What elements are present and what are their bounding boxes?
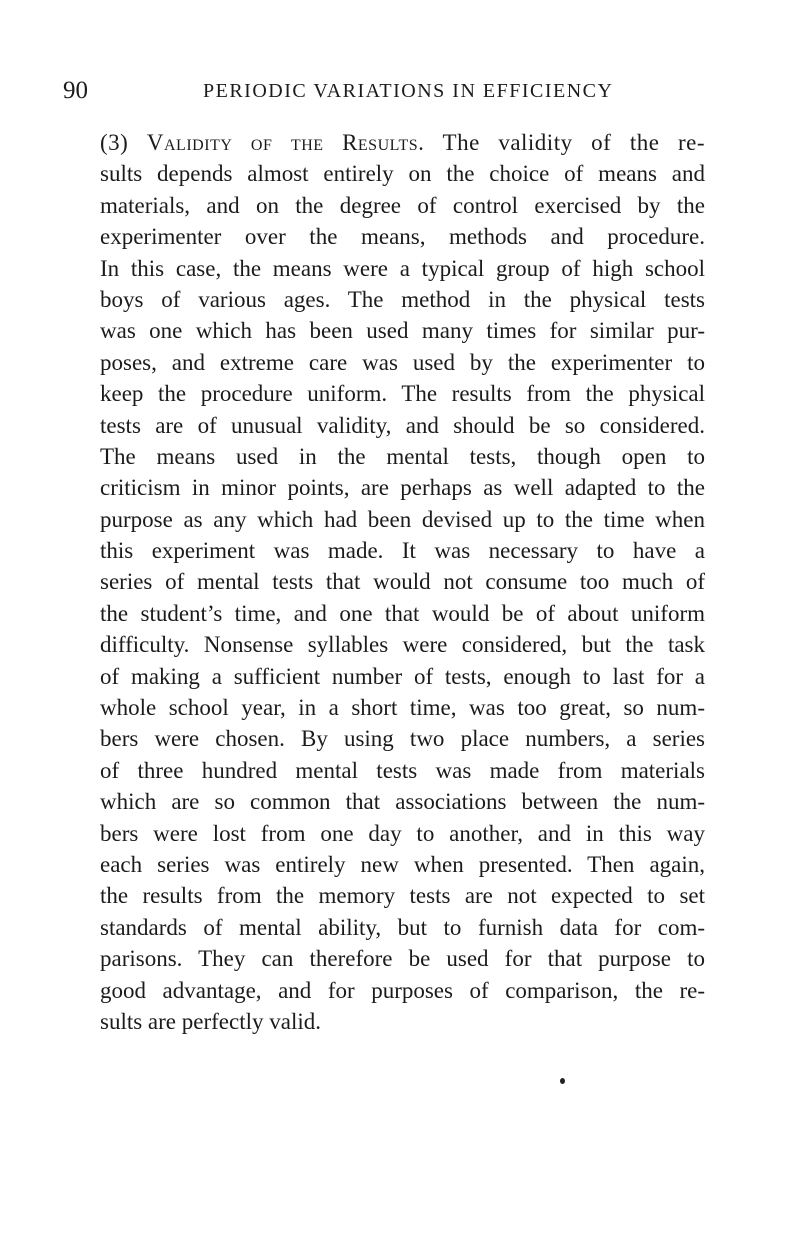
text-line: of three hundred mental tests was made from materials: [100, 757, 705, 783]
text-line: was one which has been used many times for similar pur-: [100, 318, 705, 344]
text-line: keep the procedure uniform. The results from the physical: [100, 381, 705, 407]
text-line: series of mental tests that would not consume too much of: [100, 569, 705, 595]
text-line: criticism in minor points, are perhaps as well adapted to the: [100, 475, 705, 501]
text-line: sults are perfectly valid.: [100, 1008, 321, 1034]
text-line: whole school year, in a short time, was too great, so num-: [100, 695, 705, 721]
text-line: bers were lost from one day to another, and in this way: [100, 820, 705, 846]
text-line: this experiment was made. It was necessary to have a: [100, 538, 705, 564]
text-line: bers were chosen. By using two place numbers, a series: [100, 726, 705, 752]
text-line: each series was entirely new when presented. Then again,: [100, 851, 705, 877]
text-line: In this case, the means were a typical group of high school: [100, 255, 705, 281]
ink-speck: [560, 1078, 565, 1084]
page-header: [63, 76, 683, 106]
text-line: experimenter over the means, methods and procedure.: [100, 224, 705, 250]
text-line: The means used in the mental tests, though open to: [100, 443, 705, 469]
text-line: boys of various ages. The method in the physical tests: [100, 286, 705, 312]
text-line: difficulty. Nonsense syllables were considered, but the task: [100, 632, 705, 658]
text-line: sults depends almost entirely on the choice of means and: [100, 161, 705, 187]
text-line: the student’s time, and one that would be of about uniform: [100, 600, 705, 626]
body-text: [100, 127, 705, 1037]
text-line: purpose as any which had been devised up to the time when: [100, 506, 705, 532]
text-line: which are so common that associations between the num-: [100, 789, 705, 815]
text-line: of making a sufficient number of tests, enough to last for a: [100, 663, 705, 689]
text-line: the results from the memory tests are not expected to set: [100, 883, 705, 909]
page-number: 90: [63, 77, 88, 104]
text-line: poses, and extreme care was used by the experimenter to: [100, 349, 705, 375]
section-number: (3): [100, 130, 129, 155]
text-line: good advantage, and for purposes of comparison, the re-: [100, 977, 705, 1003]
text-line: standards of mental ability, but to furnish data for com-: [100, 914, 705, 940]
text-line: parisons. They can therefore be used for that purpose to: [100, 946, 705, 972]
text-line: tests are of unusual validity, and should be so considered.: [100, 412, 705, 438]
section-heading: Validity of the Results.: [146, 130, 425, 155]
text-line: [100, 127, 705, 158]
running-head: PERIODIC VARIATIONS IN EFFICIENCY: [203, 80, 614, 102]
line-text: The validity of the re-: [442, 130, 706, 155]
text-line: materials, and on the degree of control exercised by the: [100, 192, 705, 218]
